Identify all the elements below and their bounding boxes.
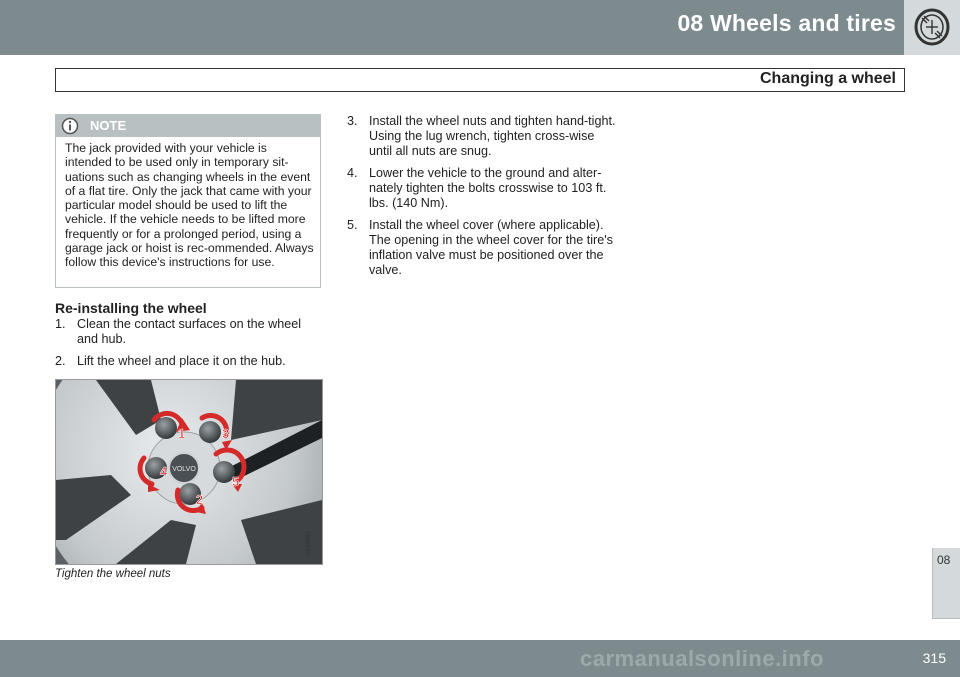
chapter-icon-box bbox=[904, 0, 960, 55]
step-number: 4. bbox=[347, 166, 358, 180]
step-text: Lower the vehicle to the ground and alter-nately tighten the bolts crosswise to 103 ft. lbs. (140 Nm). bbox=[369, 166, 607, 210]
step-item bbox=[55, 354, 319, 369]
section-title: Changing a wheel bbox=[759, 70, 896, 87]
step-text: Clean the contact surfaces on the wheel and hub. bbox=[77, 317, 302, 346]
hub-logo: VOLVO bbox=[172, 466, 196, 473]
step-text: Lift the wheel and place it on the hub. bbox=[77, 354, 286, 368]
figure-caption: Tighten the wheel nuts bbox=[55, 568, 171, 580]
step-text: Install the wheel nuts and tighten hand-tight. Using the lug wrench, tighten cross-wise until all nuts are snug. bbox=[369, 114, 616, 158]
step-item bbox=[347, 218, 619, 278]
lug-nut bbox=[155, 417, 177, 439]
note-text: The jack provided with your vehicle is intended to be used only in temporary sit-uations such as changing wheels in the event of a flat tire. Only the jack that came with your particular model should be used to lift the vehicle. If the vehicle needs to be lifted more frequently or for a prolonged period, using a garage jack or hoist is rec-ommended. Always follow this device's instructions for use. bbox=[65, 141, 314, 270]
steps-list-right bbox=[347, 114, 619, 285]
section-title-box bbox=[55, 68, 905, 92]
nut-label-2: 2 bbox=[196, 492, 204, 507]
step-number: 2. bbox=[55, 354, 66, 368]
step-item bbox=[347, 114, 619, 159]
note-box bbox=[55, 114, 321, 288]
figure-code: G043692 bbox=[306, 531, 312, 556]
page-number: 315 bbox=[922, 650, 946, 666]
info-icon bbox=[61, 117, 79, 135]
watermark: carmanualsonline.info bbox=[580, 646, 824, 671]
chapter-side-tab[interactable] bbox=[932, 548, 960, 619]
nut-label-4: 4 bbox=[160, 464, 168, 479]
reinstall-heading: Re-installing the wheel bbox=[55, 300, 207, 316]
wheel-nuts-figure bbox=[55, 379, 323, 565]
header-bar bbox=[0, 0, 960, 55]
steps-list-left bbox=[55, 317, 319, 376]
step-item bbox=[347, 166, 619, 211]
step-number: 5. bbox=[347, 218, 358, 232]
nut-label-3: 3 bbox=[222, 426, 230, 441]
lug-nut bbox=[199, 421, 221, 443]
chapter-title: 08 Wheels and tires bbox=[677, 10, 896, 36]
side-tab-label: 08 bbox=[937, 553, 951, 567]
wheel-illustration bbox=[56, 380, 322, 564]
note-title: NOTE bbox=[90, 118, 127, 133]
nut-label-5: 5 bbox=[232, 474, 240, 489]
step-text: Install the wheel cover (where applicable). The opening in the wheel cover for the tire's inflation valve must be positioned over the valve. bbox=[369, 218, 613, 277]
nut-label-1: 1 bbox=[178, 426, 186, 441]
tire-icon bbox=[914, 8, 950, 46]
step-number: 3. bbox=[347, 114, 358, 128]
step-number: 1. bbox=[55, 317, 66, 331]
note-header bbox=[56, 115, 320, 137]
step-item bbox=[55, 317, 319, 347]
